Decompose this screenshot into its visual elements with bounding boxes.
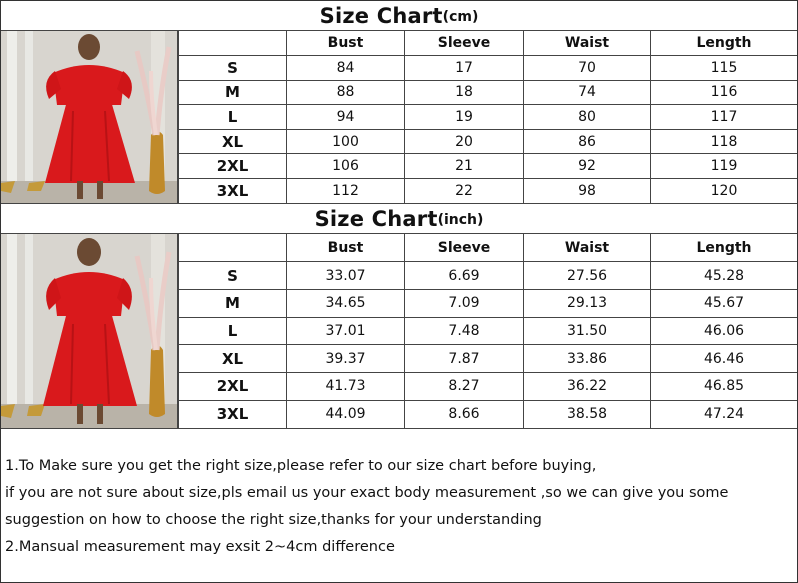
size-row	[179, 178, 798, 203]
cm-size-table	[178, 31, 797, 203]
size-label: M	[179, 289, 287, 317]
size-value: 115	[651, 56, 798, 81]
size-row	[179, 154, 798, 179]
size-value: 18	[405, 80, 524, 105]
size-value: 106	[287, 154, 405, 179]
column-header: Sleeve	[405, 31, 524, 56]
column-header: Bust	[287, 31, 405, 56]
size-value: 8.27	[405, 373, 524, 401]
header-blank-cell	[179, 234, 287, 262]
size-label: 2XL	[179, 154, 287, 179]
size-value: 19	[405, 105, 524, 130]
size-row	[179, 317, 798, 345]
size-value: 98	[524, 178, 651, 203]
size-row	[179, 345, 798, 373]
column-header: Length	[651, 31, 798, 56]
size-value: 8.66	[405, 400, 524, 428]
size-row	[179, 262, 798, 290]
size-value: 7.48	[405, 317, 524, 345]
size-value: 46.85	[651, 373, 798, 401]
header-blank-cell	[179, 31, 287, 56]
dress-photo-inch	[1, 234, 178, 428]
inch-size-table	[178, 234, 797, 428]
size-value: 120	[651, 178, 798, 203]
note-line: 2.Mansual measurement may exsit 2~4cm difference	[5, 539, 395, 555]
cm-title-row	[1, 1, 797, 31]
note-line: suggestion on how to choose the right size,thanks for your understanding	[5, 512, 542, 528]
size-value: 84	[287, 56, 405, 81]
size-value: 29.13	[524, 289, 651, 317]
size-value: 7.09	[405, 289, 524, 317]
size-label: L	[179, 317, 287, 345]
dress-photo-cm	[1, 31, 178, 203]
size-value: 88	[287, 80, 405, 105]
note-line: if you are not sure about size,pls email us your exact body measurement ,so we can give you some	[5, 485, 729, 501]
cm-unit: (cm)	[442, 9, 479, 25]
size-value: 45.28	[651, 262, 798, 290]
size-row	[179, 105, 798, 130]
size-value: 21	[405, 154, 524, 179]
size-label: S	[179, 262, 287, 290]
column-header: Length	[651, 234, 798, 262]
size-value: 6.69	[405, 262, 524, 290]
size-label: 3XL	[179, 178, 287, 203]
size-value: 36.22	[524, 373, 651, 401]
size-value: 7.87	[405, 345, 524, 373]
size-row	[179, 129, 798, 154]
size-value: 47.24	[651, 400, 798, 428]
size-value: 80	[524, 105, 651, 130]
inch-header-row	[179, 234, 798, 262]
column-header: Sleeve	[405, 234, 524, 262]
size-row	[179, 373, 798, 401]
column-header: Waist	[524, 234, 651, 262]
size-value: 38.58	[524, 400, 651, 428]
size-label: L	[179, 105, 287, 130]
cm-block	[1, 31, 797, 204]
inch-block	[1, 234, 797, 429]
size-row	[179, 80, 798, 105]
size-value: 112	[287, 178, 405, 203]
size-label: XL	[179, 345, 287, 373]
size-label: XL	[179, 129, 287, 154]
size-value: 41.73	[287, 373, 405, 401]
size-value: 118	[651, 129, 798, 154]
size-value: 100	[287, 129, 405, 154]
size-value: 46.06	[651, 317, 798, 345]
cm-title: Size Chart	[319, 3, 443, 28]
size-row	[179, 56, 798, 81]
size-value: 94	[287, 105, 405, 130]
size-value: 33.07	[287, 262, 405, 290]
size-label: M	[179, 80, 287, 105]
cm-header-row	[179, 31, 798, 56]
inch-title-row	[1, 204, 797, 234]
size-value: 22	[405, 178, 524, 203]
size-value: 92	[524, 154, 651, 179]
size-notes	[1, 429, 797, 561]
note-line: 1.To Make sure you get the right size,please refer to our size chart before buying,	[5, 458, 597, 474]
size-value: 44.09	[287, 400, 405, 428]
size-label: S	[179, 56, 287, 81]
size-value: 70	[524, 56, 651, 81]
size-row	[179, 400, 798, 428]
size-row	[179, 289, 798, 317]
size-value: 39.37	[287, 345, 405, 373]
column-header: Waist	[524, 31, 651, 56]
size-value: 74	[524, 80, 651, 105]
size-label: 3XL	[179, 400, 287, 428]
size-value: 46.46	[651, 345, 798, 373]
size-value: 17	[405, 56, 524, 81]
size-value: 37.01	[287, 317, 405, 345]
inch-unit: (inch)	[437, 212, 484, 228]
inch-title: Size Chart	[314, 206, 438, 231]
dress-model-image	[1, 234, 177, 428]
size-value: 31.50	[524, 317, 651, 345]
size-value: 33.86	[524, 345, 651, 373]
size-value: 116	[651, 80, 798, 105]
size-label: 2XL	[179, 373, 287, 401]
size-value: 27.56	[524, 262, 651, 290]
dress-model-image	[1, 31, 177, 203]
size-value: 45.67	[651, 289, 798, 317]
column-header: Bust	[287, 234, 405, 262]
size-value: 34.65	[287, 289, 405, 317]
size-value: 20	[405, 129, 524, 154]
size-value: 86	[524, 129, 651, 154]
size-value: 117	[651, 105, 798, 130]
size-value: 119	[651, 154, 798, 179]
